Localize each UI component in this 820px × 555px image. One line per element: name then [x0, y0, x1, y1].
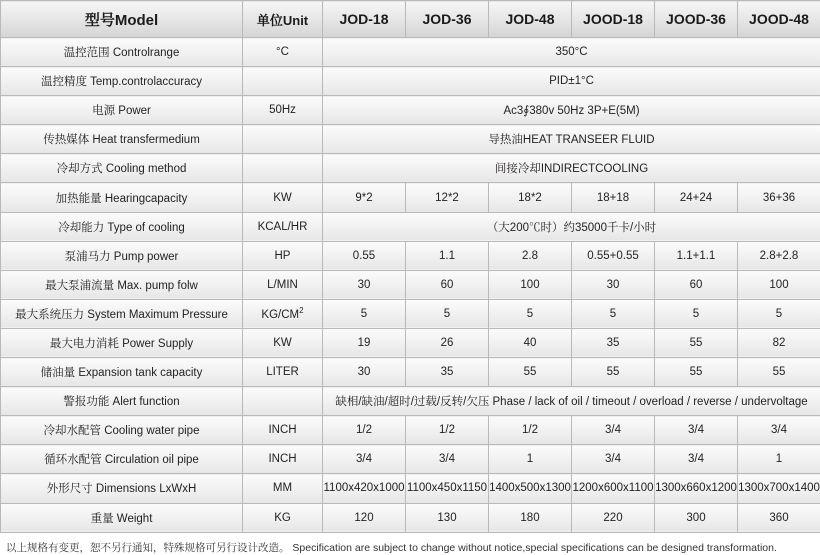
row-value: 55: [655, 328, 738, 357]
table-row: [1, 212, 820, 241]
row-value: 55: [572, 358, 655, 387]
row-value: 3/4: [738, 416, 820, 445]
header-unit: 单位Unit: [243, 1, 323, 38]
row-label: 最大系统压力 System Maximum Pressure: [1, 299, 243, 328]
row-value: 18*2: [489, 183, 572, 212]
row-unit: °C: [243, 38, 323, 67]
row-label: 加热能量 Hearingcapacity: [1, 183, 243, 212]
header-model: 型号Model: [1, 1, 243, 38]
row-value: 35: [406, 358, 489, 387]
row-value: 0.55+0.55: [572, 241, 655, 270]
row-value: 0.55: [323, 241, 406, 270]
table-row: [1, 183, 820, 212]
table-row: [1, 241, 820, 270]
row-unit: KW: [243, 328, 323, 357]
row-value: 1300x660x1200: [655, 474, 738, 503]
row-unit: LITER: [243, 358, 323, 387]
row-value: 1100x450x1150: [406, 474, 489, 503]
row-value: 5: [738, 299, 820, 328]
row-value: 180: [489, 503, 572, 532]
row-unit: INCH: [243, 416, 323, 445]
table-row: [1, 67, 820, 96]
row-value: 5: [323, 299, 406, 328]
row-label: 温控精度 Temp.controlaccuracy: [1, 67, 243, 96]
row-value: 82: [738, 328, 820, 357]
row-value: 60: [406, 270, 489, 299]
row-unit: KCAL/HR: [243, 212, 323, 241]
row-value: 100: [489, 270, 572, 299]
row-value: 24+24: [655, 183, 738, 212]
row-label: 冷却能力 Type of cooling: [1, 212, 243, 241]
table-row: [1, 125, 820, 154]
row-value: 40: [489, 328, 572, 357]
table-row: [1, 445, 820, 474]
row-label: 警报功能 Alert function: [1, 387, 243, 416]
row-value: 3/4: [655, 416, 738, 445]
row-value: 5: [572, 299, 655, 328]
row-merged-value: PID±1°C: [323, 67, 820, 96]
row-unit: KG: [243, 503, 323, 532]
row-value: 1100x420x1000: [323, 474, 406, 503]
table-row: [1, 96, 820, 125]
row-label: 泵浦马力 Pump power: [1, 241, 243, 270]
header-model-jod-36: JOD-36: [406, 1, 489, 38]
row-value: 1: [489, 445, 572, 474]
row-value: 220: [572, 503, 655, 532]
row-value: 55: [655, 358, 738, 387]
row-value: 1400x500x1300: [489, 474, 572, 503]
row-value: 300: [655, 503, 738, 532]
row-unit: L/MIN: [243, 270, 323, 299]
footnote-text: 以上规格有变更，恕不另行通知，特殊规格可另行设计改造。 Specification are subject to change without notice,special specifications can be designed transformation.: [0, 533, 820, 555]
row-value: 36+36: [738, 183, 820, 212]
row-value: 35: [572, 328, 655, 357]
table-row: [1, 299, 820, 328]
row-value: 2.8: [489, 241, 572, 270]
row-merged-value: 缺相/缺油/超时/过载/反转/欠压 Phase / lack of oil / timeout / overload / reverse / undervoltage: [323, 387, 820, 416]
row-label: 重量 Weight: [1, 503, 243, 532]
row-label: 冷却水配管 Cooling water pipe: [1, 416, 243, 445]
table-row: [1, 328, 820, 357]
row-merged-value: Ac3∮380v 50Hz 3P+E(5M): [323, 96, 820, 125]
row-unit: [243, 154, 323, 183]
row-label: 最大泵浦流量 Max. pump folw: [1, 270, 243, 299]
table-row: [1, 387, 820, 416]
row-unit: HP: [243, 241, 323, 270]
row-value: 60: [655, 270, 738, 299]
row-label: 最大电力消耗 Power Supply: [1, 328, 243, 357]
row-value: 30: [323, 358, 406, 387]
row-label: 外形尺寸 Dimensions LxWxH: [1, 474, 243, 503]
table-row: [1, 270, 820, 299]
row-value: 19: [323, 328, 406, 357]
table-row: [1, 503, 820, 532]
header-model-jod-48: JOD-48: [489, 1, 572, 38]
row-label: 温控范围 Controlrange: [1, 38, 243, 67]
row-label: 冷却方式 Cooling method: [1, 154, 243, 183]
row-unit: [243, 299, 323, 328]
row-unit: [243, 387, 323, 416]
row-unit: INCH: [243, 445, 323, 474]
row-value: 2.8+2.8: [738, 241, 820, 270]
row-unit-superscript: 2: [299, 306, 303, 315]
row-merged-value: 间接冷却INDIRECTCOOLING: [323, 154, 820, 183]
row-label: 储油量 Expansion tank capacity: [1, 358, 243, 387]
row-value: 100: [738, 270, 820, 299]
row-unit: MM: [243, 474, 323, 503]
row-value: 1/2: [489, 416, 572, 445]
row-value: 1/2: [406, 416, 489, 445]
row-value: 120: [323, 503, 406, 532]
header-model-jood-36: JOOD-36: [655, 1, 738, 38]
table-row: [1, 358, 820, 387]
row-unit-text: KG/CM: [261, 309, 299, 321]
row-unit: [243, 67, 323, 96]
row-value: 5: [655, 299, 738, 328]
row-merged-value: （大200℃时）约35000千卡/小时: [323, 212, 820, 241]
row-unit: 50Hz: [243, 96, 323, 125]
table-row: [1, 416, 820, 445]
row-label: 循环水配管 Circulation oil pipe: [1, 445, 243, 474]
row-value: 55: [489, 358, 572, 387]
row-merged-value: 导热油HEAT TRANSEER FLUID: [323, 125, 820, 154]
header-model-jood-18: JOOD-18: [572, 1, 655, 38]
row-value: 1/2: [323, 416, 406, 445]
row-value: 130: [406, 503, 489, 532]
row-value: 3/4: [655, 445, 738, 474]
row-value: 3/4: [323, 445, 406, 474]
row-value: 55: [738, 358, 820, 387]
row-value: 1.1+1.1: [655, 241, 738, 270]
row-value: 18+18: [572, 183, 655, 212]
row-value: 9*2: [323, 183, 406, 212]
table-header-row: [1, 1, 820, 38]
row-value: 5: [489, 299, 572, 328]
row-label: 电源 Power: [1, 96, 243, 125]
row-value: 5: [406, 299, 489, 328]
row-merged-value: 350°C: [323, 38, 820, 67]
table-row: [1, 154, 820, 183]
row-label: 传热媒体 Heat transfermedium: [1, 125, 243, 154]
table-row: [1, 474, 820, 503]
row-unit: [243, 125, 323, 154]
row-value: 12*2: [406, 183, 489, 212]
row-value: 26: [406, 328, 489, 357]
row-value: 3/4: [572, 416, 655, 445]
row-value: 3/4: [572, 445, 655, 474]
row-value: 1: [738, 445, 820, 474]
row-value: 1300x700x1400: [738, 474, 820, 503]
header-model-jod-18: JOD-18: [323, 1, 406, 38]
row-value: 1.1: [406, 241, 489, 270]
row-value: 1200x600x1100: [572, 474, 655, 503]
header-model-jood-48: JOOD-48: [738, 1, 820, 38]
table-row: [1, 38, 820, 67]
row-value: 360: [738, 503, 820, 532]
row-unit: KW: [243, 183, 323, 212]
row-value: 3/4: [406, 445, 489, 474]
row-value: 30: [323, 270, 406, 299]
row-value: 30: [572, 270, 655, 299]
